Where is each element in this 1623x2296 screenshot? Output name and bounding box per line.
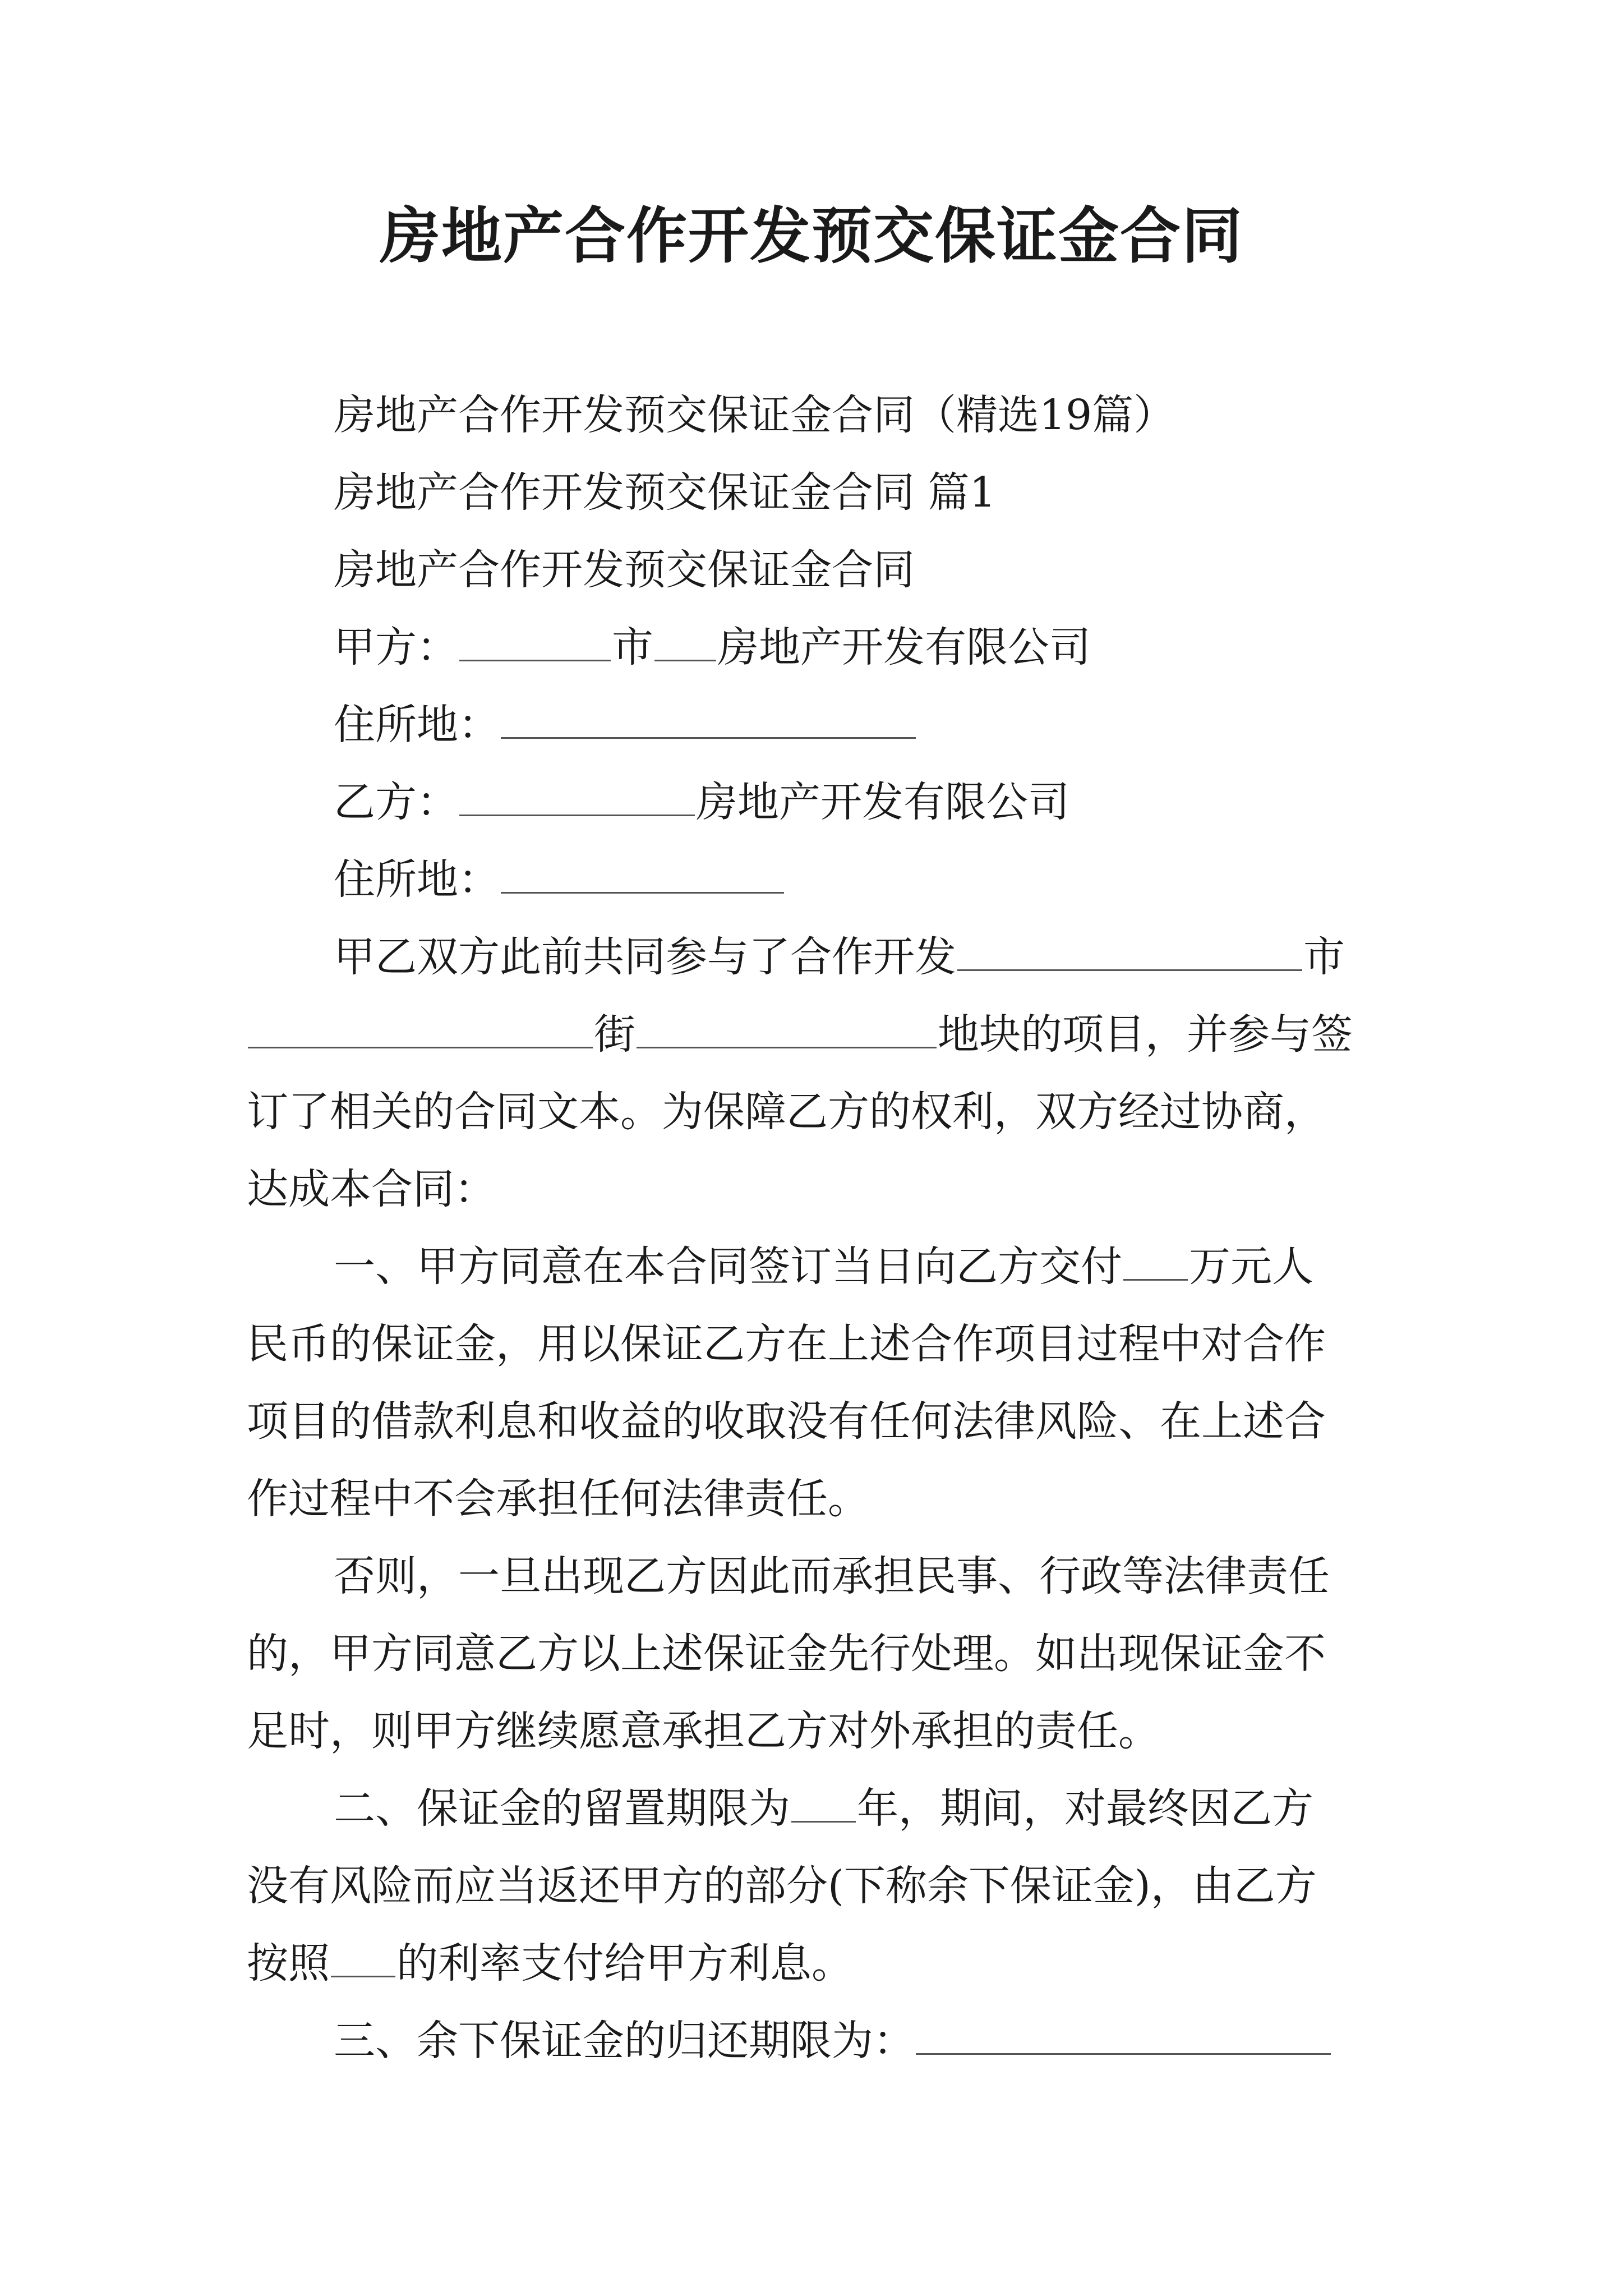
paragraph-text: 街 — [594, 1010, 635, 1059]
paragraph-line: 达成本合同： — [247, 1165, 496, 1213]
party-a-address-blank — [501, 698, 916, 739]
paragraph-line: 项目的借款利息和收益的收取没有任何法律风险、在上述合 — [247, 1397, 1326, 1446]
paragraph-line: 没有风险而应当返还甲方的部分(下称余下保证金)，由乙方 — [247, 1862, 1317, 1910]
clause-two-line — [334, 1780, 1313, 1837]
paragraph-text: 年，期间，对最终因乙方 — [857, 1784, 1313, 1833]
paragraph-line — [247, 1935, 853, 1991]
paragraph-text: 一、甲方同意在本合同签订当日向乙方交付 — [334, 1243, 1122, 1291]
deposit-amount-blank — [1123, 1240, 1188, 1281]
party-a-address-line — [334, 697, 917, 753]
interest-rate-blank — [331, 1936, 395, 1977]
party-b-line — [334, 774, 1069, 830]
paragraph-line: 足时，则甲方继续愿意承担乙方对外承担的责任。 — [247, 1707, 1160, 1755]
party-a-city-blank — [459, 620, 611, 661]
document-title: 房地产合作开发预交保证金合同 — [379, 201, 1243, 272]
section-heading: 房地产合作开发预交保证金合同 篇1 — [334, 468, 996, 517]
paragraph-text: 二、保证金的留置期限为 — [334, 1784, 790, 1833]
address-label: 住所地： — [334, 855, 500, 904]
party-a-company: 房地产开发有限公司 — [717, 623, 1091, 671]
project-plot-blank — [637, 1007, 937, 1048]
clause-three-line — [334, 2013, 1332, 2069]
party-a-city-suffix: 市 — [612, 623, 653, 671]
paragraph-text: 按照 — [247, 1939, 330, 1987]
document-subtitle: 房地产合作开发预交保证金合同（精选19篇） — [334, 391, 1175, 439]
party-a-name-blank — [654, 620, 716, 661]
paragraph-line: 作过程中不会承担任何法律责任。 — [247, 1475, 869, 1523]
paragraph-text: 市 — [1303, 933, 1345, 981]
party-b-label: 乙方： — [334, 778, 458, 826]
party-b-company: 房地产开发有限公司 — [696, 778, 1069, 826]
project-city-blank — [957, 930, 1302, 971]
paragraph-text: 甲乙双方此前共同参与了合作开发 — [334, 933, 956, 981]
paragraph-line: 的，甲方同意乙方以上述保证金先行处理。如出现保证金不 — [247, 1630, 1326, 1678]
clause-one-line — [334, 1239, 1313, 1295]
paragraph-line: 订了相关的合同文本。为保障乙方的权利，双方经过协商， — [247, 1088, 1326, 1136]
party-b-address-line — [334, 852, 785, 908]
paragraph-text: 的利率支付给甲方利息。 — [396, 1939, 853, 1987]
party-b-address-blank — [501, 853, 784, 894]
paragraph-text: 万元人 — [1189, 1243, 1313, 1291]
party-b-name-blank — [459, 775, 695, 816]
party-a-label: 甲方： — [334, 623, 458, 671]
return-deadline-blank — [916, 2014, 1331, 2055]
retention-years-blank — [791, 1782, 856, 1823]
paragraph-line: 民币的保证金，用以保证乙方在上述合作项目过程中对合作 — [247, 1320, 1326, 1368]
paragraph-line: 否则，一旦出现乙方因此而承担民事、行政等法律责任 — [334, 1552, 1330, 1600]
party-a-line — [334, 619, 1091, 675]
address-label: 住所地： — [334, 701, 500, 749]
paragraph-text: 三、余下保证金的归还期限为： — [334, 2017, 915, 2065]
project-street-blank — [248, 1007, 593, 1048]
paragraph-line — [334, 929, 1345, 985]
contract-name: 房地产合作开发预交保证金合同 — [334, 546, 915, 594]
paragraph-text: 地块的项目，并参与签 — [938, 1010, 1353, 1059]
paragraph-line — [247, 1006, 1353, 1062]
